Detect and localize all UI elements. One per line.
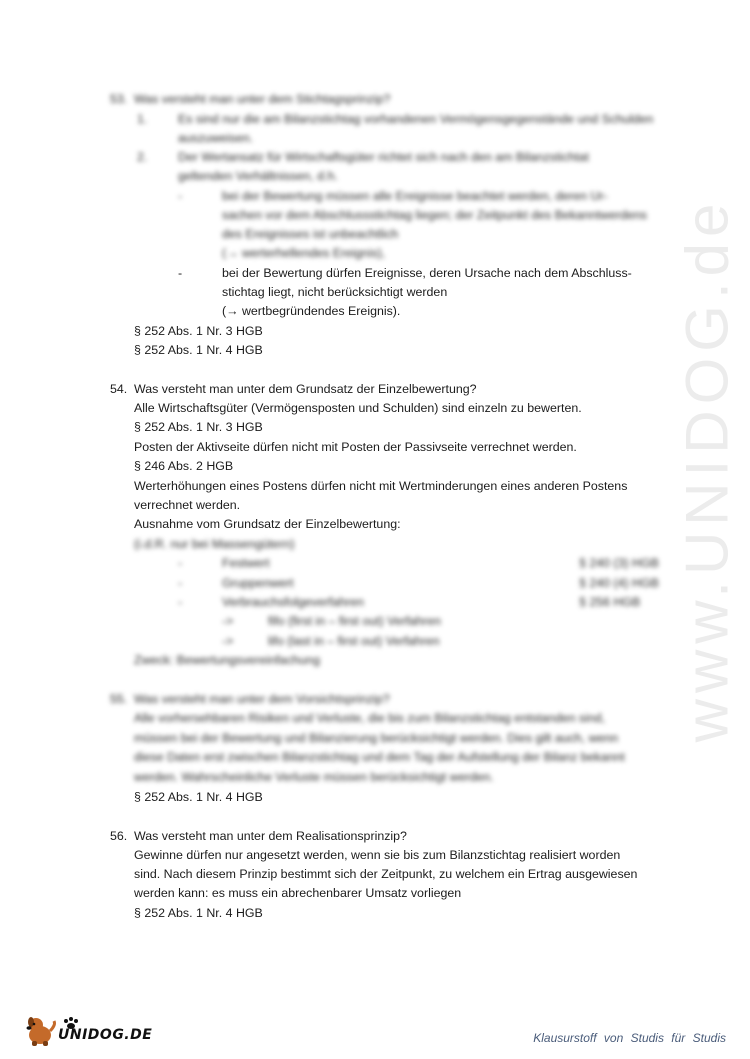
question-title: Was versteht man unter dem Stichtagsprinzip? bbox=[134, 92, 391, 106]
sub-item-text: sachen vor dem Abschlussstichtag liegen; der Zeitpunkt des Bekanntwerdens bbox=[222, 208, 647, 222]
list-text: Es sind nur die am Bilanzstichtag vorhandenen Vermögensgegenstände und Schulden bbox=[178, 112, 654, 126]
question-number: 55. bbox=[110, 692, 128, 706]
sub-item-text: bei der Bewertung müssen alle Ereignisse beachtet werden, deren Ur- bbox=[222, 189, 608, 203]
question-title: Was versteht man unter dem Realisationsprinzip? bbox=[134, 829, 407, 843]
answer-line: Posten der Aktivseite dürfen nicht mit Posten der Passivseite verrechnet werden. bbox=[134, 440, 577, 454]
law-reference: § 252 Abs. 1 Nr. 4 HGB bbox=[134, 906, 263, 920]
footer-tagline: Klausurstoff von Studis für Studis bbox=[533, 1031, 726, 1045]
sub-item-text: stichtag liegt, nicht berücksichtigt werden bbox=[222, 285, 448, 299]
list-number: 2. bbox=[137, 150, 148, 164]
question-title: Was versteht man unter dem Vorsichtsprinzip? bbox=[134, 692, 390, 706]
bullet-dash: - bbox=[178, 266, 183, 280]
method-name: Festwert bbox=[222, 556, 270, 570]
law-reference: § 246 Abs. 2 HGB bbox=[134, 459, 234, 473]
answer-line: sind. Nach diesem Prinzip bestimmt sich der Zeitpunkt, zu welchem ein Ertrag ausgewiesen bbox=[134, 867, 638, 881]
answer-line: werden kann: es muss ein abrechenbarer Umsatz vorliegen bbox=[134, 886, 462, 900]
list-number: 1. bbox=[137, 112, 148, 126]
list-text: Der Wertansatz für Wirtschaftsgüter richtet sich nach den am Bilanzstichtat bbox=[178, 150, 589, 164]
answer-line: Alle vorhersehbaren Risiken und Verluste, die bis zum Bilanzstichtag entstanden sind, bbox=[134, 711, 606, 725]
watermark-text: www.UNIDOG.de bbox=[673, 197, 741, 743]
law-reference: § 252 Abs. 1 Nr. 4 HGB bbox=[134, 343, 263, 357]
sub-item-text: (→ werterhellendes Ereignis), bbox=[222, 246, 386, 260]
arrow-marker: -> bbox=[222, 634, 234, 648]
bullet-dash: - bbox=[178, 595, 183, 609]
law-reference: § 252 Abs. 1 Nr. 3 HGB bbox=[134, 324, 263, 338]
answer-line: verrechnet werden. bbox=[134, 498, 241, 512]
arrow-marker: -> bbox=[222, 614, 234, 628]
law-reference: § 240 (3) HGB bbox=[579, 556, 659, 570]
list-text: geltenden Verhältnissen, d.h. bbox=[178, 169, 338, 183]
answer-line: werden. Wahrscheinliche Verluste müssen berücksichtigt werden. bbox=[134, 770, 494, 784]
question-number: 53. bbox=[110, 92, 128, 106]
question-title: Was versteht man unter dem Grundsatz der Einzelbewertung? bbox=[134, 382, 477, 396]
bullet-dash: - bbox=[178, 189, 183, 203]
bullet-dash: - bbox=[178, 576, 183, 590]
law-reference: § 252 Abs. 1 Nr. 4 HGB bbox=[134, 790, 263, 804]
unidog-logo-text: UNIDOG.DE bbox=[58, 1027, 153, 1043]
sub-item-text: (→ wertbegründendes Ereignis). bbox=[222, 304, 401, 318]
question-number: 54. bbox=[110, 382, 128, 396]
bullet-dash: - bbox=[178, 556, 183, 570]
answer-line: Alle Wirtschaftsgüter (Vermögensposten und Schulden) sind einzeln zu bewerten. bbox=[134, 401, 582, 415]
sub-item-text: bei der Bewertung dürfen Ereignisse, deren Ursache nach dem Abschluss- bbox=[222, 266, 632, 280]
method-variant: lifo (last in – first out) Verfahren bbox=[268, 634, 440, 648]
answer-line: (i.d.R. nur bei Massengütern) bbox=[134, 537, 295, 551]
sub-item-text: des Ereignisses ist unbeachtlich bbox=[222, 227, 399, 241]
answer-line: Ausnahme vom Grundsatz der Einzelbewertung: bbox=[134, 517, 401, 531]
law-reference: § 256 HGB bbox=[579, 595, 641, 609]
answer-line: Gewinne dürfen nur angesetzt werden, wenn sie bis zum Bilanzstichtag realisiert worden bbox=[134, 848, 621, 862]
method-variant: fifo (first in – first out) Verfahren bbox=[268, 614, 441, 628]
answer-line: müssen bei der Bewertung und Bilanzierung berücksichtigt werden. Dies gilt auch, wenn bbox=[134, 731, 619, 745]
answer-line: Zweck: Bewertungsvereinfachung bbox=[134, 653, 320, 667]
answer-line: diese Daten erst zwischen Bilanzstichtag und dem Tag der Aufstellung der Bilanz bekannt bbox=[134, 750, 625, 764]
answer-line: Werterhöhungen eines Postens dürfen nicht mit Wertminderungen eines anderen Postens bbox=[134, 479, 628, 493]
list-text: auszuweisen. bbox=[178, 131, 254, 145]
method-name: Verbrauchsfolgeverfahren bbox=[222, 595, 364, 609]
question-number: 56. bbox=[110, 829, 128, 843]
law-reference: § 252 Abs. 1 Nr. 3 HGB bbox=[134, 420, 263, 434]
law-reference: § 240 (4) HGB bbox=[579, 576, 659, 590]
method-name: Gruppenwert bbox=[222, 576, 294, 590]
